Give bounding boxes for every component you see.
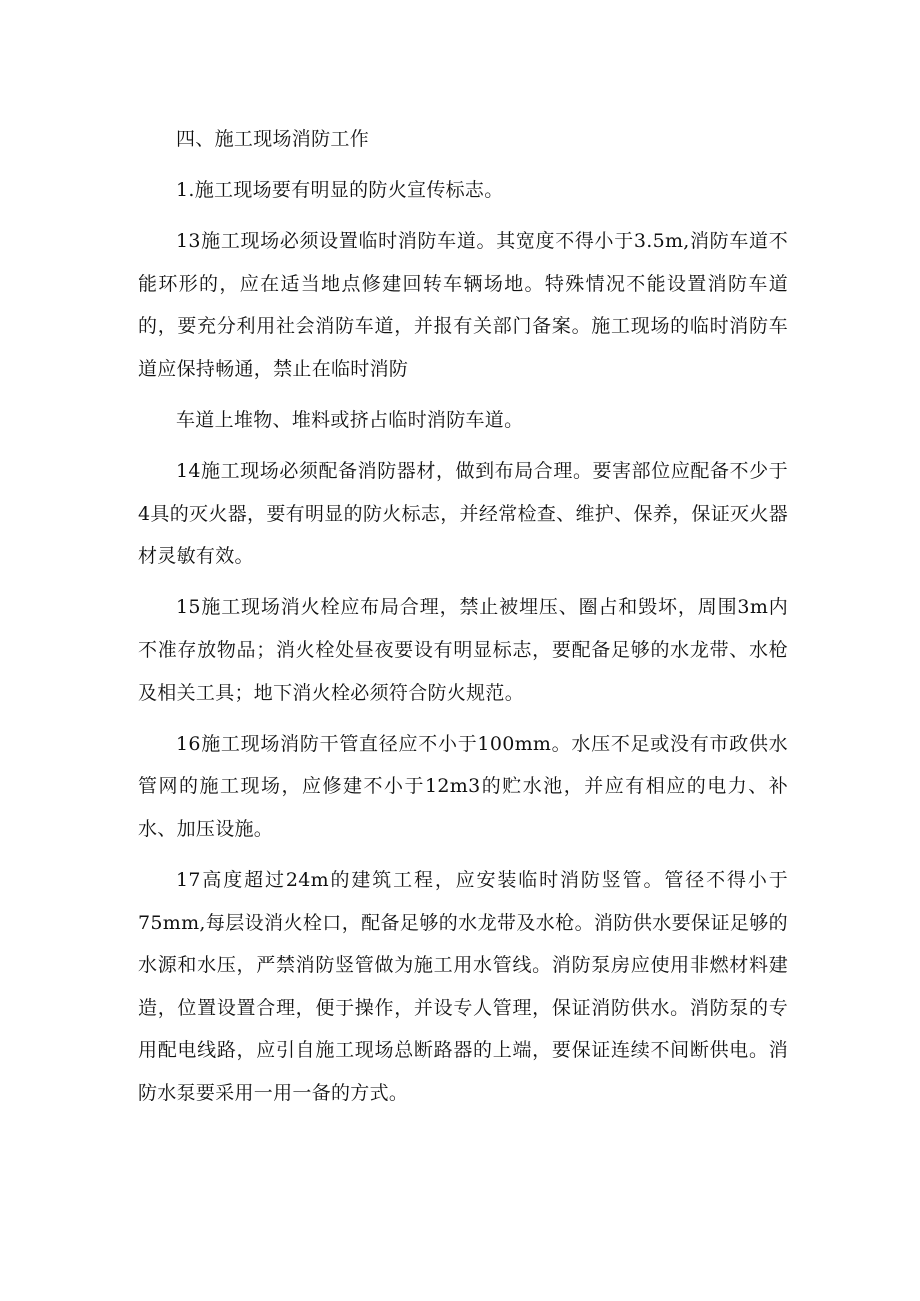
paragraph-13-continued: 车道上堆物、堆料或挤占临时消防车道。 [176, 409, 524, 432]
paragraph-1: 1.施工现场要有明显的防火宣传标志。 [176, 179, 504, 202]
paragraph-13: 13施工现场必须设置临时消防车道。其宽度不得小于3.5m,消防车道不能环形的，应在适当地点修建回转车辆场地。特殊情况不能设置消防车道的，要充分利用社会消防车道，并报有关部门备案。施工现场的临时消防车道应保持畅通，禁止在临时消防 [138, 230, 788, 380]
document-body [138, 118, 788, 1115]
paragraph-14: 14施工现场必须配备消防器材，做到布局合理。要害部位应配备不少于4具的灭火器，要有明显的防火标志，并经常检查、维护、保养，保证灭火器材灵敏有效。 [138, 460, 788, 568]
section-heading: 四、施工现场消防工作 [176, 128, 370, 150]
paragraph-15: 15施工现场消火栓应布局合理，禁止被埋压、圈占和毁坏，周围3m内不准存放物品；消火栓处昼夜要设有明显标志，要配备足够的水龙带、水枪及相关工具；地下消火栓必须符合防火规范。 [138, 596, 788, 704]
paragraph-16: 16施工现场消防干管直径应不小于100mm。水压不足或没有市政供水管网的施工现场，应修建不小于12m3的贮水池，并应有相应的电力、补水、加压设施。 [138, 732, 788, 840]
paragraph-17: 17高度超过24m的建筑工程，应安装临时消防竖管。管径不得小于75mm,每层设消火栓口，配备足够的水龙带及水枪。消防供水要保证足够的水源和水压，严禁消防竖管做为施工用水管线。消防泵房应使用非燃材料建造，位置设置合理，便于操作，并设专人管理，保证消防供水。消防泵的专用配电线路，应引自施工现场总断路器的上端，要保证连续不间断供电。消防水泵要采用一用一备的方式。 [138, 869, 788, 1104]
